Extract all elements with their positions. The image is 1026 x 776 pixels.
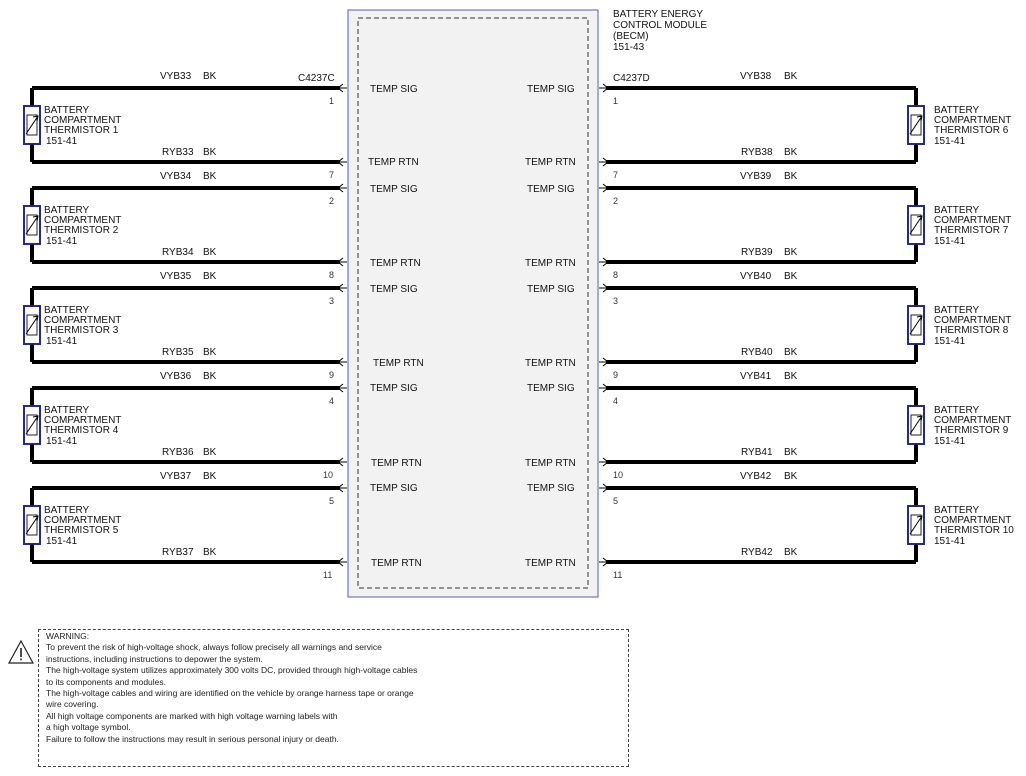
left-circuit-1-rtn-wire-label: RYB33 bbox=[162, 147, 194, 158]
left-circuit-4-rtn-pin: 10 bbox=[323, 470, 334, 480]
left-circuit-3-module-sig-label: TEMP SIG bbox=[370, 284, 418, 295]
left-circuit-5-module-rtn-label: TEMP RTN bbox=[371, 558, 422, 569]
right-circuit-1-name-4: 151-41 bbox=[934, 136, 966, 147]
warning-line-3: The high-voltage system utilizes approximately 300 volts DC, provided through high-voltage cables bbox=[46, 665, 418, 676]
warning-line-9: Failure to follow the instructions may result in serious personal injury or death. bbox=[46, 733, 339, 744]
right-circuit-2-sig-wire-label: VYB39 bbox=[740, 171, 772, 182]
right-circuit-2-rtn-pin: 8 bbox=[613, 270, 619, 280]
warning-line-2: instructions, including instructions to depower the system. bbox=[46, 653, 263, 664]
left-circuit-1-name-3: THERMISTOR 1 bbox=[44, 125, 119, 136]
left-circuit-2-module-rtn-label: TEMP RTN bbox=[370, 258, 421, 269]
left-circuit-1-name-1: BATTERY bbox=[44, 105, 90, 116]
right-circuit-5-name-1: BATTERY bbox=[934, 505, 980, 516]
left-circuit-2-name-1: BATTERY bbox=[44, 205, 90, 216]
left-circuit-2-rtn-color: BK bbox=[203, 247, 217, 258]
right-circuit-1-name-3: THERMISTOR 6 bbox=[934, 125, 1009, 136]
right-circuit-5-name-4: 151-41 bbox=[934, 536, 966, 547]
right-circuit-2-name-1: BATTERY bbox=[934, 205, 980, 216]
left-circuit-5-name-2: COMPARTMENT bbox=[44, 515, 122, 526]
right-circuit-1-module-sig-label: TEMP SIG bbox=[527, 84, 575, 95]
right-circuit-1-name-2: COMPARTMENT bbox=[934, 115, 1012, 126]
right-circuit-3-name-2: COMPARTMENT bbox=[934, 315, 1012, 326]
left-circuit-1-sig-wire-label: VYB33 bbox=[160, 71, 192, 82]
right-circuit-1-sig-wire-label: VYB38 bbox=[740, 71, 772, 82]
connector-right-label: C4237D bbox=[613, 73, 650, 84]
right-circuit-2-module-sig-label: TEMP SIG bbox=[527, 184, 575, 195]
right-circuit-2-sig-pin: 2 bbox=[613, 196, 619, 206]
warning-line-1: To prevent the risk of high-voltage shock, always follow precisely all warnings and service bbox=[46, 642, 382, 653]
right-circuit-3-rtn-color: BK bbox=[784, 347, 798, 358]
right-circuit-2-name-2: COMPARTMENT bbox=[934, 215, 1012, 226]
right-circuit-3-module-rtn-label: TEMP RTN bbox=[525, 358, 576, 369]
left-circuit-5-sig-color: BK bbox=[203, 471, 217, 482]
right-circuit-1-module-rtn-label: TEMP RTN bbox=[525, 157, 576, 168]
module-name-line-4: 151-43 bbox=[613, 42, 645, 53]
left-circuit-2-rtn-wire-label: RYB34 bbox=[162, 247, 194, 258]
left-circuit-1-sig-pin: 1 bbox=[329, 96, 335, 106]
right-circuit-3-module-sig-label: TEMP SIG bbox=[527, 284, 575, 295]
right-circuit-4-name-4: 151-41 bbox=[934, 436, 966, 447]
right-circuit-5-rtn-wire-label: RYB42 bbox=[741, 547, 773, 558]
left-circuit-4-rtn-wire-label: RYB36 bbox=[162, 447, 194, 458]
right-circuit-1-rtn-color: BK bbox=[784, 147, 798, 158]
left-circuit-5-rtn-wire-label: RYB37 bbox=[162, 547, 194, 558]
left-circuit-3-name-2: COMPARTMENT bbox=[44, 315, 122, 326]
module-name-line-1: BATTERY ENERGY bbox=[613, 9, 704, 20]
warning-line-8: a high voltage symbol. bbox=[46, 722, 131, 733]
left-circuit-5-name-1: BATTERY bbox=[44, 505, 90, 516]
left-circuit-3-sig-color: BK bbox=[203, 271, 217, 282]
right-circuit-3-rtn-wire-label: RYB40 bbox=[741, 347, 773, 358]
left-circuit-1-sig-color: BK bbox=[203, 71, 217, 82]
module-group bbox=[298, 9, 707, 597]
left-circuit-4-module-sig-label: TEMP SIG bbox=[370, 383, 418, 394]
left-circuit-3-name-4: 151-41 bbox=[46, 336, 78, 347]
left-circuit-1-name-2: COMPARTMENT bbox=[44, 115, 122, 126]
warning-title: WARNING: bbox=[46, 631, 90, 641]
left-circuit-5-module-sig-label: TEMP SIG bbox=[370, 483, 418, 494]
left-circuit-2-name-2: COMPARTMENT bbox=[44, 215, 122, 226]
right-circuit-2-sig-color: BK bbox=[784, 171, 798, 182]
right-circuit-3-sig-color: BK bbox=[784, 271, 798, 282]
right-circuit-2-rtn-wire-label: RYB39 bbox=[741, 247, 773, 258]
right-circuit-4-rtn-wire-label: RYB41 bbox=[741, 447, 773, 458]
left-circuit-1-rtn-color: BK bbox=[203, 147, 217, 158]
left-circuit-2-name-4: 151-41 bbox=[46, 236, 78, 247]
left-circuit-4-sig-pin: 4 bbox=[329, 396, 335, 406]
left-circuit-3-rtn-color: BK bbox=[203, 347, 217, 358]
right-circuit-5-module-rtn-label: TEMP RTN bbox=[525, 558, 576, 569]
left-circuit-2-name-3: THERMISTOR 2 bbox=[44, 225, 119, 236]
left-circuit-5-sig-wire-label: VYB37 bbox=[160, 471, 192, 482]
left-circuit-1-rtn-pin: 7 bbox=[329, 170, 335, 180]
left-circuit-4-module-rtn-label: TEMP RTN bbox=[371, 458, 422, 469]
warning-line-7: All high voltage components are marked with high voltage warning labels with bbox=[46, 710, 338, 721]
left-circuit-1-module-sig-label: TEMP SIG bbox=[370, 84, 418, 95]
left-circuit-4-rtn-color: BK bbox=[203, 447, 217, 458]
warning-line-4: to its components and modules. bbox=[46, 676, 167, 687]
left-circuit-4-sig-color: BK bbox=[203, 371, 217, 382]
right-circuit-5-rtn-color: BK bbox=[784, 547, 798, 558]
left-circuit-5-rtn-color: BK bbox=[203, 547, 217, 558]
right-circuit-4-rtn-pin: 10 bbox=[613, 470, 624, 480]
right-circuit-5-sig-pin: 5 bbox=[613, 496, 619, 506]
left-circuit-2-sig-wire-label: VYB34 bbox=[160, 171, 192, 182]
left-circuit-3-name-3: THERMISTOR 3 bbox=[44, 325, 119, 336]
right-circuit-3-sig-pin: 3 bbox=[613, 296, 619, 306]
right-circuit-1-name-1: BATTERY bbox=[934, 105, 980, 116]
right-circuit-2-rtn-color: BK bbox=[784, 247, 798, 258]
right-circuit-4-name-3: THERMISTOR 9 bbox=[934, 425, 1009, 436]
left-circuit-3-sig-pin: 3 bbox=[329, 296, 335, 306]
left-circuit-4-name-1: BATTERY bbox=[44, 405, 90, 416]
right-circuit-5-rtn-pin: 11 bbox=[613, 570, 623, 580]
right-circuit-4-sig-wire-label: VYB41 bbox=[740, 371, 772, 382]
right-circuit-2-name-3: THERMISTOR 7 bbox=[934, 225, 1009, 236]
right-circuit-4-sig-pin: 4 bbox=[613, 396, 619, 406]
right-circuit-4-rtn-color: BK bbox=[784, 447, 798, 458]
left-circuit-2-sig-color: BK bbox=[203, 171, 217, 182]
right-circuit-4-module-sig-label: TEMP SIG bbox=[527, 383, 575, 394]
left-circuit-5-rtn-pin: 11 bbox=[323, 570, 333, 580]
left-circuit-1-module-rtn-label: TEMP RTN bbox=[368, 157, 419, 168]
right-circuit-1-rtn-pin: 7 bbox=[613, 170, 619, 180]
right-circuit-2-module-rtn-label: TEMP RTN bbox=[525, 258, 576, 269]
left-circuit-4-sig-wire-label: VYB36 bbox=[160, 371, 192, 382]
left-circuit-5-name-3: THERMISTOR 5 bbox=[44, 525, 119, 536]
module-name-line-3: (BECM) bbox=[613, 31, 649, 42]
right-circuit-3-sig-wire-label: VYB40 bbox=[740, 271, 772, 282]
left-circuit-3-rtn-wire-label: RYB35 bbox=[162, 347, 194, 358]
right-circuit-5-name-3: THERMISTOR 10 bbox=[934, 525, 1014, 536]
right-circuit-3-name-3: THERMISTOR 8 bbox=[934, 325, 1009, 336]
left-circuit-4-name-4: 151-41 bbox=[46, 436, 78, 447]
right-circuit-2-name-4: 151-41 bbox=[934, 236, 966, 247]
right-circuit-5-sig-color: BK bbox=[784, 471, 798, 482]
warning-text bbox=[46, 631, 606, 745]
right-circuit-1-rtn-wire-label: RYB38 bbox=[741, 147, 773, 158]
becm-module-box bbox=[348, 10, 598, 597]
warning-line-5: The high-voltage cables and wiring are identified on the vehicle by orange harness tape or orange bbox=[46, 688, 414, 699]
left-circuit-2-rtn-pin: 8 bbox=[329, 270, 335, 280]
right-circuit-1-sig-color: BK bbox=[784, 71, 798, 82]
left-circuit-3-name-1: BATTERY bbox=[44, 305, 90, 316]
right-circuit-3-rtn-pin: 9 bbox=[613, 370, 619, 380]
right-circuit-1-sig-pin: 1 bbox=[613, 96, 619, 106]
right-circuit-5-sig-wire-label: VYB42 bbox=[740, 471, 772, 482]
module-name-line-2: CONTROL MODULE bbox=[613, 20, 708, 31]
left-circuit-2-sig-pin: 2 bbox=[329, 196, 335, 206]
right-circuit-5-module-sig-label: TEMP SIG bbox=[527, 483, 575, 494]
connector-left-label: C4237C bbox=[298, 73, 335, 84]
right-circuit-4-name-2: COMPARTMENT bbox=[934, 415, 1012, 426]
left-circuit-3-rtn-pin: 9 bbox=[329, 370, 335, 380]
left-circuit-5-name-4: 151-41 bbox=[46, 536, 78, 547]
right-circuit-5-name-2: COMPARTMENT bbox=[934, 515, 1012, 526]
left-circuit-4-name-3: THERMISTOR 4 bbox=[44, 425, 119, 436]
warning-triangle-icon bbox=[8, 640, 34, 664]
right-circuit-4-module-rtn-label: TEMP RTN bbox=[525, 458, 576, 469]
left-circuit-3-module-rtn-label: TEMP RTN bbox=[373, 358, 424, 369]
right-circuit-4-sig-color: BK bbox=[784, 371, 798, 382]
left-circuit-4-name-2: COMPARTMENT bbox=[44, 415, 122, 426]
right-circuit-3-name-4: 151-41 bbox=[934, 336, 966, 347]
left-circuit-2-module-sig-label: TEMP SIG bbox=[370, 184, 418, 195]
left-circuit-5-sig-pin: 5 bbox=[329, 496, 335, 506]
left-circuit-3-sig-wire-label: VYB35 bbox=[160, 271, 192, 282]
left-circuit-1-name-4: 151-41 bbox=[46, 136, 78, 147]
right-circuit-3-name-1: BATTERY bbox=[934, 305, 980, 316]
right-circuit-4-name-1: BATTERY bbox=[934, 405, 980, 416]
warning-line-6: wire covering. bbox=[46, 699, 99, 710]
